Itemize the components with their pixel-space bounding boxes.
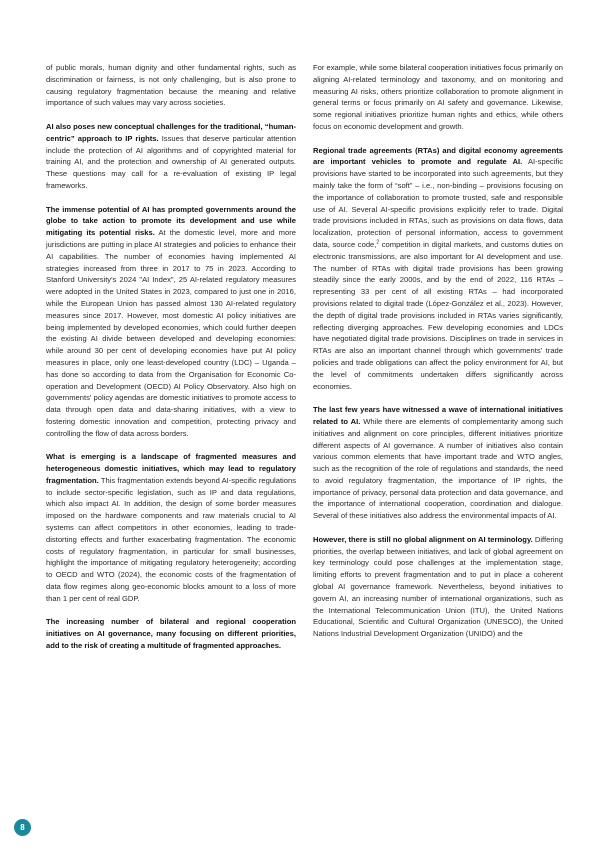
right-column	[313, 62, 563, 652]
paragraph-body: This fragmentation extends beyond AI-specific regulations to include sector-specific legislation, such as IP and data regulations, which also impact AI. In addition, the design of some border measures imposed on the hardware components and raw materials crucial to AI systems can affect competitors in other economies, leading to trade-distorting effects and further exacerbating fragmentation. The economic costs of regulatory fragmentation, in particular for small businesses, highlight the importance of mitigating regulatory heterogeneity; according to OECD and WTO (2024), the economic costs of the fragmentation of data flow regimes along geo-economic blocks amount to a loss of more than 1 per cent of real GDP.	[46, 475, 296, 603]
paragraph-body: Differing priorities, the overlap between initiatives, and lack of global agreement on key terminology could pose challenges at the implementation stage, limiting efforts to prevent fragmentation and to put in place a coherent global AI governance framework. Nevertheless, beyond initiatives to govern AI, an increasing number of international organizations, such as the International Telecommunication Union (ITU), the United Nations Educational, Scientific and Cultural Organization (UNESCO), the United Nations Industrial Development Organization (UNIDO) and the	[313, 534, 564, 639]
paragraph-body: While there are elements of complementarity among such initiatives and alignment on core principles, different initiatives prioritize different aspects of AI governance. A number of initiatives also contain various common elements that have important trade and WTO angles, such as the recognition of the role of regulations and standards, the need to avoid regulatory fragmentation, the importance of IP rights, the importance of privacy, personal data protection and data governance, and the importance of international cooperation, coordination and dialogue. Several of these initiatives also address the environmental impacts of AI.	[313, 416, 564, 521]
page-number-badge: 8	[14, 819, 31, 836]
paragraph-lead: However, there is still no global alignment on AI terminology.	[313, 534, 533, 544]
paragraph-body: of public morals, human dignity and other fundamental rights, such as discrimination or fairness, is not only challenging, but is also prone to causing regulatory fragmentation because the meaning and relative importance of such values may vary across societies.	[46, 63, 296, 108]
paragraph	[46, 204, 296, 440]
paragraph	[313, 145, 563, 393]
paragraph-body: Issues that deserve particular attention include the protection of AI algorithms and of copyrighted material for training AI, and the protection and ownership of AI generated outputs. These questions may call for a re-evaluation of existing IP legal frameworks.	[46, 133, 296, 190]
left-column	[46, 62, 296, 664]
paragraph-lead: AI also poses new conceptual challenges for the traditional, “human-centric” approach to IP rights.	[46, 121, 296, 143]
paragraph-body: At the domestic level, more and more jurisdictions are putting in place AI strategies and policies to enhance their AI capabilities. The number of economies having implemented AI strategies increased from three in 2017 to 75 in 2023. According to Stanford University's 2024 "AI Index", 25 AI-related regulatory measures were adopted in the United States in 2023, compared to just one in 2016, while the European Union has passed almost 130 AI-related regulatory measures since 2017. However, most domestic AI policy initiatives are being implemented by developed economies, which could further deepen the existing AI divide between developed and developing economies: while around 30 per cent of developing economies have put AI policy measures in place, only one least-developed country (LDC) – Uganda – has done so according to data from the Organisation for Economic Co-operation and Development (OECD) AI Policy Observatory. Also high on governments' policy agendas are domestic initiatives to promote access to data through open data and data-sharing initiatives, with a view to fostering domestic innovation and competition, protecting privacy and controlling the flow of data across borders.	[46, 228, 296, 438]
paragraph	[46, 62, 296, 109]
paragraph	[46, 616, 296, 651]
paragraph	[313, 62, 563, 133]
paragraph	[46, 121, 296, 192]
paragraph-body: For example, while some bilateral cooperation initiatives focus primarily on aligning AI-related terminology and taxonomy, and on monitoring and measuring AI risks, others prioritize collaboration to promote alignment in general terms or focus primarily on AI safety and governance. Likewise, some regional initiatives prioritize human rights and ethics, while others focus on economic development and growth.	[313, 63, 563, 131]
paragraph	[313, 534, 563, 640]
paragraph-lead: The increasing number of bilateral and regional cooperation initiatives on AI governance, many focusing on different priorities, add to the risk of creating a multitude of fragmented approaches.	[46, 617, 296, 651]
paragraph-body-continued: competition in digital markets, and customs duties on electronic transmissions, are also important for AI development and use. The number of RTAs with digital trade provisions has been growing steadily since the early 2000s, and by the end of 2022, 116 RTAs – representing 33 per cent of all existing RTAs – had incorporated provisions related to digital trade (López-González et al., 2023). However, the depth of digital trade provisions included in RTAs varies significantly, reflecting diverging approaches. Few developing economies and LDCs have negotiated digital trade provisions. Disciplines on trade in services in RTAs are also an important channel through which governments' trade policies and trade obligations can affect the policy environment for AI, but the level of commitments undertaken differs significantly across economies.	[313, 239, 564, 391]
paragraph	[313, 404, 563, 522]
paragraph-lead: Regional trade agreements (RTAs) and digital economy agreements are important vehicles to promote and regulate AI.	[313, 145, 563, 167]
paragraph-lead: What is emerging is a landscape of fragmented measures and heterogeneous domestic initiatives, which may lead to regulatory fragmentation.	[46, 452, 296, 485]
footnote-reference[interactable]: 2	[376, 239, 380, 246]
paragraph	[46, 451, 296, 604]
paragraph-lead: The last few years have witnessed a wave of international initiatives related to AI.	[313, 405, 563, 426]
paragraph-lead: The immense potential of AI has prompted governments around the globe to take action to promote its development and use while mitigating its potential risks.	[46, 204, 296, 238]
paragraph-body: AI-specific provisions have started to be incorporated into such agreements, but they mainly take the form of “soft” – i.e., non-binding – provisions focusing on the importance of collaboration to promote trusted, safe and responsible use of AI. Several AI-specific provisions explicitly refer to trade. Digital trade provisions included in RTAs, such as provisions on data flows, data localization, protection of personal information, access to government data, source code,	[313, 157, 563, 249]
